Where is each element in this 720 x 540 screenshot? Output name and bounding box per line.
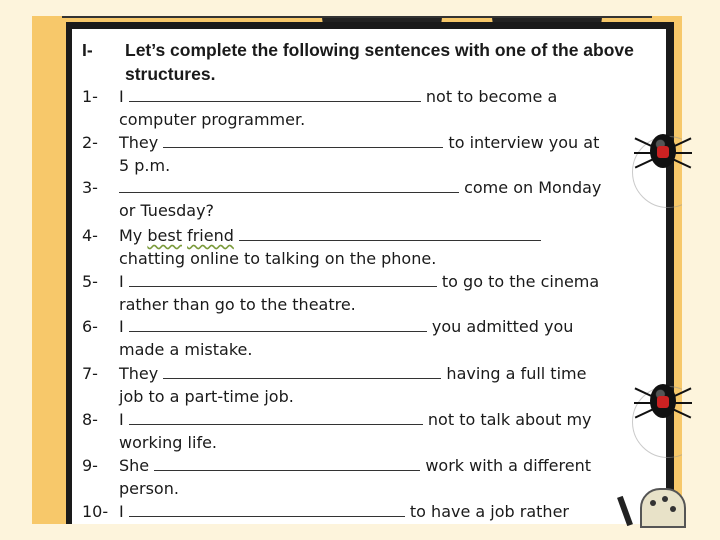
item-number: 6- — [82, 317, 98, 336]
item-number: 9- — [82, 456, 98, 475]
answer-blank[interactable] — [163, 132, 443, 148]
item-line — [119, 131, 634, 154]
heading-number: I- — [82, 40, 93, 60]
item-start-word: I — [119, 87, 124, 106]
item-number: 4- — [82, 226, 98, 245]
answer-blank[interactable] — [129, 316, 427, 332]
item-continuation: person. — [119, 479, 179, 498]
item-start-word: They — [119, 133, 159, 152]
item-continuation: rather than go to the theatre. — [119, 295, 356, 314]
item-number: 3- — [82, 178, 98, 197]
item-line — [119, 176, 634, 199]
item-after-text: you admitted you — [431, 317, 574, 336]
item-after-text: having a full time — [446, 364, 587, 383]
item-continuation: 5 p.m. — [119, 156, 171, 175]
spider-icon — [650, 384, 676, 418]
item-continuation: computer programmer. — [119, 110, 306, 129]
item-continuation: job to a part-time job. — [119, 387, 294, 406]
item-after-text: to go to the cinema — [441, 272, 600, 291]
item-line — [119, 408, 634, 431]
item-after-text: come on Monday — [464, 178, 602, 197]
item-word: friend — [187, 226, 234, 245]
decor-mug-icon — [640, 488, 686, 528]
item-after-text: not to become a — [425, 87, 558, 106]
top-rule — [62, 16, 652, 18]
answer-blank[interactable] — [129, 409, 423, 425]
item-start-word: I — [119, 317, 124, 336]
item-start-word: They — [119, 364, 159, 383]
item-after-text: work with a different — [425, 456, 592, 475]
answer-blank[interactable] — [129, 271, 437, 287]
item-continuation: chatting online to talking on the phone. — [119, 249, 437, 268]
spider-icon — [650, 134, 676, 168]
item-number: 2- — [82, 133, 98, 152]
item-line — [119, 224, 634, 247]
item-number: 10- — [82, 502, 109, 521]
item-after-text: to have a job rather — [409, 502, 569, 521]
item-line — [119, 270, 634, 293]
answer-blank[interactable] — [129, 86, 421, 102]
answer-blank[interactable] — [154, 455, 420, 471]
item-start-word: My — [119, 226, 143, 245]
item-word: best — [147, 226, 182, 245]
item-continuation: made a mistake. — [119, 340, 253, 359]
item-continuation: working life. — [119, 433, 217, 452]
item-line — [119, 500, 634, 523]
answer-blank[interactable] — [163, 363, 441, 379]
item-number: 7- — [82, 364, 98, 383]
item-number: 1- — [82, 87, 98, 106]
heading-text: Let’s complete the following sentences with one of the above structures. — [125, 40, 634, 84]
answer-blank[interactable] — [119, 177, 459, 193]
item-start-word: I — [119, 272, 124, 291]
item-line — [119, 454, 634, 477]
item-after-text: to interview you at — [448, 133, 600, 152]
item-line — [119, 362, 634, 385]
item-line — [119, 85, 634, 108]
answer-blank[interactable] — [129, 501, 405, 517]
item-number: 8- — [82, 410, 98, 429]
item-number: 5- — [82, 272, 98, 291]
item-continuation: or Tuesday? — [119, 201, 215, 220]
item-after-text: not to talk about my — [427, 410, 592, 429]
item-start-word: I — [119, 410, 124, 429]
item-start-word: She — [119, 456, 150, 475]
item-start-word: I — [119, 502, 124, 521]
answer-blank[interactable] — [239, 225, 541, 241]
item-line — [119, 315, 634, 338]
